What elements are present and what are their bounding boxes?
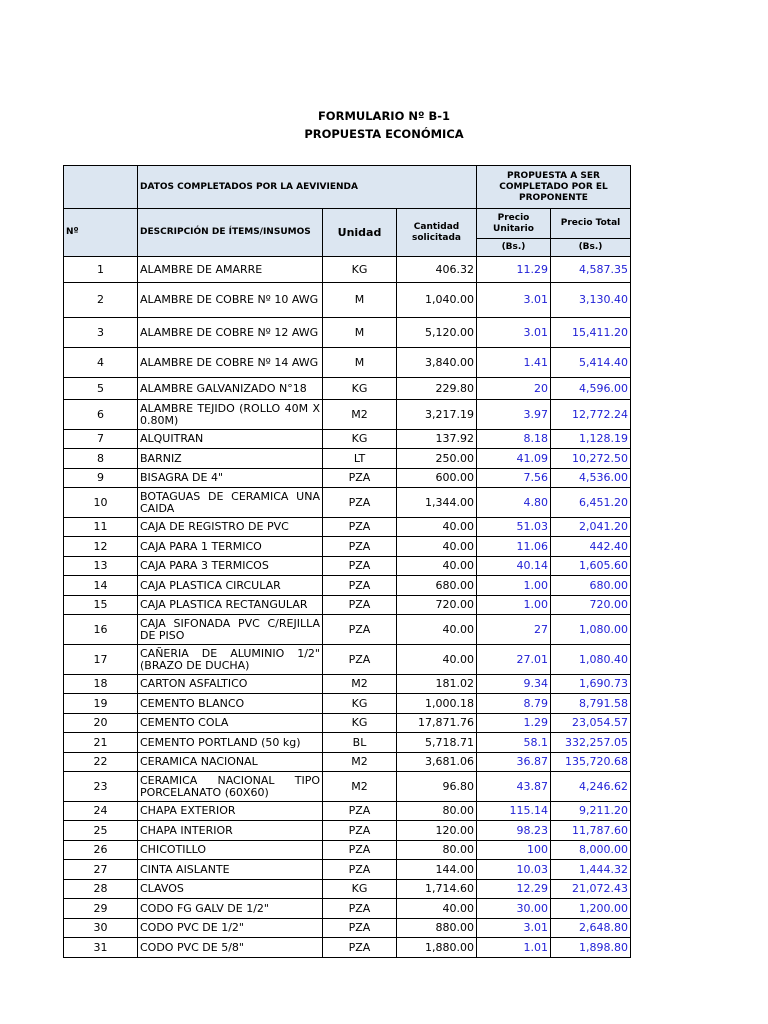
item-description: BOTAGUAS DE CERAMICA UNA CAIDA (138, 488, 323, 518)
header-datos: DATOS COMPLETADOS POR LA AEVIVIENDA (138, 166, 477, 209)
header-empty-cell (64, 166, 138, 209)
item-total-price: 8,000.00 (551, 841, 631, 860)
item-unit: M2 (323, 753, 397, 772)
table-row (64, 860, 631, 880)
item-description: CAJA PARA 3 TERMICOS (138, 557, 323, 576)
item-unit-price: 12.29 (477, 880, 551, 899)
item-number: 10 (64, 488, 138, 518)
item-quantity: 1,344.00 (397, 488, 477, 518)
table-row (64, 348, 631, 378)
item-number: 2 (64, 283, 138, 318)
item-description: CHICOTILLO (138, 841, 323, 860)
item-total-price: 4,596.00 (551, 378, 631, 400)
item-unit: KG (323, 430, 397, 449)
item-number: 17 (64, 645, 138, 675)
table-row (64, 919, 631, 938)
item-unit-price: 43.87 (477, 772, 551, 802)
item-quantity: 40.00 (397, 518, 477, 537)
table-row (64, 615, 631, 645)
item-total-price: 135,720.68 (551, 753, 631, 772)
item-total-price: 11,787.60 (551, 821, 631, 841)
item-quantity: 1,040.00 (397, 283, 477, 318)
item-unit: PZA (323, 576, 397, 596)
item-description: ALAMBRE DE COBRE Nº 14 AWG (138, 348, 323, 378)
item-unit: PZA (323, 938, 397, 958)
item-unit-price: 3.01 (477, 283, 551, 318)
item-number: 1 (64, 257, 138, 283)
table-row (64, 469, 631, 488)
item-quantity: 1,880.00 (397, 938, 477, 958)
item-quantity: 40.00 (397, 537, 477, 557)
item-description: CAJA PLASTICA CIRCULAR (138, 576, 323, 596)
item-total-price: 10,272.50 (551, 449, 631, 469)
item-unit-price: 8.79 (477, 694, 551, 714)
item-quantity: 17,871.76 (397, 714, 477, 733)
table-row (64, 378, 631, 400)
table-row (64, 714, 631, 733)
item-unit: M2 (323, 772, 397, 802)
item-unit-price: 51.03 (477, 518, 551, 537)
item-total-price: 1,605.60 (551, 557, 631, 576)
item-number: 8 (64, 449, 138, 469)
header-propuesta: PROPUESTA A SER COMPLETADO POR EL PROPONENTE (477, 166, 631, 209)
table-row (64, 257, 631, 283)
item-description: CAJA DE REGISTRO DE PVC (138, 518, 323, 537)
table-row (64, 753, 631, 772)
item-number: 19 (64, 694, 138, 714)
item-number: 23 (64, 772, 138, 802)
table-row (64, 488, 631, 518)
item-unit: KG (323, 257, 397, 283)
item-quantity: 1,714.60 (397, 880, 477, 899)
table-row (64, 880, 631, 899)
item-description: CEMENTO BLANCO (138, 694, 323, 714)
item-total-price: 4,587.35 (551, 257, 631, 283)
item-quantity: 40.00 (397, 615, 477, 645)
item-number: 29 (64, 899, 138, 919)
item-number: 6 (64, 400, 138, 430)
item-description: CAJA SIFONADA PVC C/REJILLA DE PISO (138, 615, 323, 645)
item-quantity: 600.00 (397, 469, 477, 488)
item-unit: M (323, 348, 397, 378)
table-row (64, 938, 631, 958)
item-description: CERAMICA NACIONAL (138, 753, 323, 772)
item-unit-price: 27 (477, 615, 551, 645)
item-unit-price: 58.1 (477, 733, 551, 753)
item-number: 11 (64, 518, 138, 537)
item-quantity: 680.00 (397, 576, 477, 596)
item-total-price: 720.00 (551, 596, 631, 615)
item-unit-price: 1.00 (477, 596, 551, 615)
item-description: CAJA PLASTICA RECTANGULAR (138, 596, 323, 615)
item-unit-price: 1.41 (477, 348, 551, 378)
item-number: 5 (64, 378, 138, 400)
item-unit-price: 3.01 (477, 919, 551, 938)
item-unit-price: 11.29 (477, 257, 551, 283)
item-unit: PZA (323, 518, 397, 537)
item-number: 22 (64, 753, 138, 772)
table-row (64, 283, 631, 318)
table-row (64, 899, 631, 919)
item-quantity: 181.02 (397, 675, 477, 694)
item-number: 3 (64, 318, 138, 348)
item-number: 24 (64, 802, 138, 821)
item-quantity: 3,840.00 (397, 348, 477, 378)
header-unidad: Unidad (323, 209, 397, 257)
item-unit-price: 30.00 (477, 899, 551, 919)
item-quantity: 40.00 (397, 557, 477, 576)
item-total-price: 12,772.24 (551, 400, 631, 430)
item-description: ALAMBRE DE COBRE Nº 10 AWG (138, 283, 323, 318)
item-unit-price: 40.14 (477, 557, 551, 576)
item-unit-price: 3.97 (477, 400, 551, 430)
table-row (64, 675, 631, 694)
table-row (64, 576, 631, 596)
item-unit-price: 3.01 (477, 318, 551, 348)
item-total-price: 15,411.20 (551, 318, 631, 348)
item-total-price: 442.40 (551, 537, 631, 557)
item-quantity: 137.92 (397, 430, 477, 449)
item-description: CHAPA INTERIOR (138, 821, 323, 841)
item-quantity: 40.00 (397, 899, 477, 919)
header-descripcion: DESCRIPCIÓN DE ÍTEMS/INSUMOS (138, 209, 323, 257)
item-description: ALAMBRE DE AMARRE (138, 257, 323, 283)
item-quantity: 250.00 (397, 449, 477, 469)
item-description: CINTA AISLANTE (138, 860, 323, 880)
item-unit: PZA (323, 488, 397, 518)
item-quantity: 120.00 (397, 821, 477, 841)
item-number: 28 (64, 880, 138, 899)
item-total-price: 23,054.57 (551, 714, 631, 733)
item-description: BISAGRA DE 4" (138, 469, 323, 488)
item-unit: KG (323, 714, 397, 733)
item-unit-price: 115.14 (477, 802, 551, 821)
table-row (64, 449, 631, 469)
header-num: Nº (64, 209, 138, 257)
table-row (64, 318, 631, 348)
item-total-price: 1,080.00 (551, 615, 631, 645)
item-total-price: 332,257.05 (551, 733, 631, 753)
item-description: CAJA PARA 1 TERMICO (138, 537, 323, 557)
item-description: ALAMBRE TEJIDO (ROLLO 40M X 0.80M) (138, 400, 323, 430)
item-number: 27 (64, 860, 138, 880)
item-number: 18 (64, 675, 138, 694)
table-row (64, 596, 631, 615)
item-quantity: 40.00 (397, 645, 477, 675)
item-total-price: 2,041.20 (551, 518, 631, 537)
table-row (64, 694, 631, 714)
item-number: 26 (64, 841, 138, 860)
item-number: 30 (64, 919, 138, 938)
item-description: CODO PVC DE 5/8" (138, 938, 323, 958)
item-unit-price: 1.29 (477, 714, 551, 733)
item-unit-price: 20 (477, 378, 551, 400)
item-unit: M (323, 283, 397, 318)
item-unit: BL (323, 733, 397, 753)
item-description: ALAMBRE DE COBRE Nº 12 AWG (138, 318, 323, 348)
table-row (64, 400, 631, 430)
header-precio-total: Precio Total (551, 209, 631, 239)
item-unit: PZA (323, 821, 397, 841)
item-unit: LT (323, 449, 397, 469)
item-number: 15 (64, 596, 138, 615)
item-description: CODO FG GALV DE 1/2" (138, 899, 323, 919)
header-bs-total: (Bs.) (551, 239, 631, 257)
item-description: BARNIZ (138, 449, 323, 469)
form-subtitle: PROPUESTA ECONÓMICA (304, 127, 464, 141)
item-unit: KG (323, 378, 397, 400)
item-unit: PZA (323, 615, 397, 645)
item-total-price: 4,536.00 (551, 469, 631, 488)
item-quantity: 3,681.06 (397, 753, 477, 772)
item-description: ALAMBRE GALVANIZADO N°18 (138, 378, 323, 400)
table-row (64, 733, 631, 753)
header-cantidad: Cantidad solicitada (397, 209, 477, 257)
header-bs-unitario: (Bs.) (477, 239, 551, 257)
item-total-price: 2,648.80 (551, 919, 631, 938)
item-number: 7 (64, 430, 138, 449)
item-number: 4 (64, 348, 138, 378)
table-row (64, 772, 631, 802)
item-unit: M2 (323, 675, 397, 694)
item-number: 16 (64, 615, 138, 645)
item-unit: M2 (323, 400, 397, 430)
item-unit-price: 11.06 (477, 537, 551, 557)
item-description: ALQUITRAN (138, 430, 323, 449)
item-unit: KG (323, 880, 397, 899)
item-unit: KG (323, 694, 397, 714)
item-total-price: 5,414.40 (551, 348, 631, 378)
item-unit-price: 1.01 (477, 938, 551, 958)
table-row (64, 537, 631, 557)
item-unit-price: 98.23 (477, 821, 551, 841)
item-total-price: 4,246.62 (551, 772, 631, 802)
item-total-price: 1,690.73 (551, 675, 631, 694)
item-unit: PZA (323, 537, 397, 557)
item-number: 12 (64, 537, 138, 557)
item-unit-price: 27.01 (477, 645, 551, 675)
item-unit: PZA (323, 469, 397, 488)
item-number: 9 (64, 469, 138, 488)
item-number: 20 (64, 714, 138, 733)
item-unit: M (323, 318, 397, 348)
item-total-price: 680.00 (551, 576, 631, 596)
table-row (64, 841, 631, 860)
item-unit: PZA (323, 802, 397, 821)
item-unit-price: 8.18 (477, 430, 551, 449)
item-unit: PZA (323, 557, 397, 576)
item-total-price: 1,200.00 (551, 899, 631, 919)
item-unit: PZA (323, 860, 397, 880)
item-quantity: 1,000.18 (397, 694, 477, 714)
table-row (64, 821, 631, 841)
item-unit: PZA (323, 919, 397, 938)
item-quantity: 144.00 (397, 860, 477, 880)
item-unit: PZA (323, 841, 397, 860)
item-number: 25 (64, 821, 138, 841)
item-description: CEMENTO COLA (138, 714, 323, 733)
table-row (64, 430, 631, 449)
item-quantity: 880.00 (397, 919, 477, 938)
item-total-price: 1,080.40 (551, 645, 631, 675)
item-description: CERAMICA NACIONAL TIPO PORCELANATO (60X60) (138, 772, 323, 802)
item-total-price: 1,128.19 (551, 430, 631, 449)
item-number: 14 (64, 576, 138, 596)
table-row (64, 518, 631, 537)
item-unit: PZA (323, 596, 397, 615)
item-unit-price: 4.80 (477, 488, 551, 518)
item-quantity: 80.00 (397, 841, 477, 860)
item-quantity: 720.00 (397, 596, 477, 615)
item-total-price: 9,211.20 (551, 802, 631, 821)
item-number: 31 (64, 938, 138, 958)
item-number: 21 (64, 733, 138, 753)
item-total-price: 8,791.58 (551, 694, 631, 714)
item-unit-price: 7.56 (477, 469, 551, 488)
item-total-price: 3,130.40 (551, 283, 631, 318)
item-description: CAÑERIA DE ALUMINIO 1/2" (BRAZO DE DUCHA) (138, 645, 323, 675)
item-unit-price: 41.09 (477, 449, 551, 469)
item-quantity: 80.00 (397, 802, 477, 821)
item-quantity: 229.80 (397, 378, 477, 400)
item-description: CHAPA EXTERIOR (138, 802, 323, 821)
item-unit-price: 1.00 (477, 576, 551, 596)
header-precio-unitario: Precio Unitario (477, 209, 551, 239)
proposal-table (63, 165, 631, 958)
form-title: FORMULARIO Nº B-1 (317, 109, 451, 123)
item-unit: PZA (323, 645, 397, 675)
item-description: CLAVOS (138, 880, 323, 899)
table-row (64, 645, 631, 675)
item-unit-price: 36.87 (477, 753, 551, 772)
item-quantity: 5,120.00 (397, 318, 477, 348)
item-quantity: 96.80 (397, 772, 477, 802)
item-quantity: 406.32 (397, 257, 477, 283)
item-total-price: 21,072.43 (551, 880, 631, 899)
item-total-price: 6,451.20 (551, 488, 631, 518)
item-unit-price: 9.34 (477, 675, 551, 694)
item-number: 13 (64, 557, 138, 576)
item-quantity: 5,718.71 (397, 733, 477, 753)
item-unit: PZA (323, 899, 397, 919)
item-total-price: 1,898.80 (551, 938, 631, 958)
item-description: CODO PVC DE 1/2" (138, 919, 323, 938)
table-row (64, 557, 631, 576)
table-row (64, 802, 631, 821)
item-description: CARTON ASFALTICO (138, 675, 323, 694)
item-unit-price: 100 (477, 841, 551, 860)
item-quantity: 3,217.19 (397, 400, 477, 430)
item-total-price: 1,444.32 (551, 860, 631, 880)
item-description: CEMENTO PORTLAND (50 kg) (138, 733, 323, 753)
item-unit-price: 10.03 (477, 860, 551, 880)
